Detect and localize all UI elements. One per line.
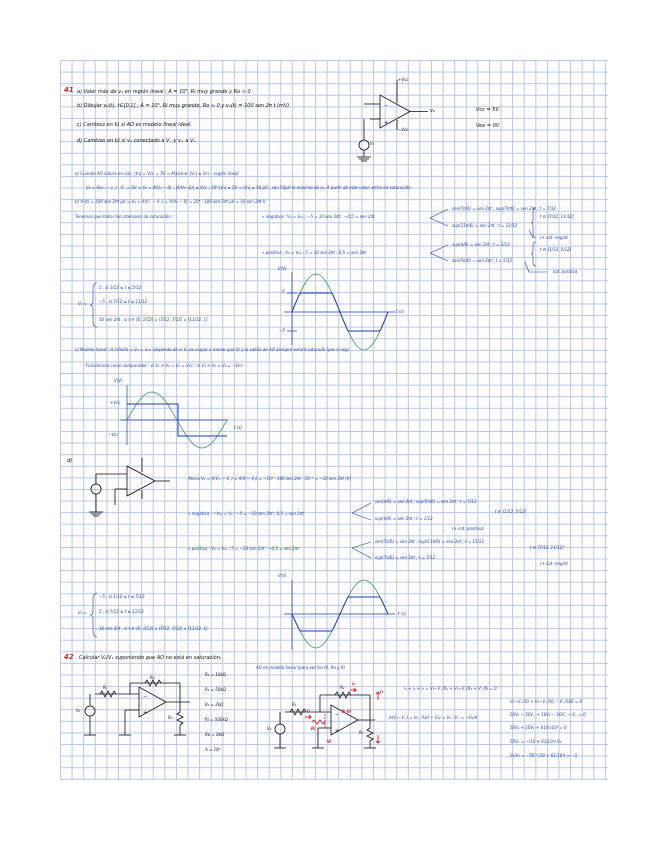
solution-a-line2: V₀ = A(v₊ − v₋) , V₋ = 0V ⇒ V₀ = A(V₁ − 0) ; |A(V₁−0)| ≤ Vcc ; 10⁵·|V₁| ≤ 5V ⇒ |V₁| ≤ 50 μV , con 50μV el máximo de v₁. A partir de este valor, entra en saturación. bbox=[86, 185, 412, 190]
p42-eq4: 50V₁ − 50V₋ + 10V₀ − 10V₋ − V₋ = 0 bbox=[510, 712, 586, 717]
solution-b-pos-r1: sup(π/6) = sen 2πt ; t = 1/12 bbox=[452, 242, 510, 247]
p42-v1-label: V₁ bbox=[76, 708, 81, 713]
p42-model-title: AO en modelo lineal (para ver los Ri, Ro y A) bbox=[256, 665, 346, 670]
p42m-r2-label: R₂ bbox=[340, 685, 345, 690]
p42-r1-label: R₁ bbox=[103, 685, 108, 690]
solution-d-pw1: −5 , si 1/12 ≤ t ≤ 5/12 bbox=[99, 594, 145, 599]
solution-c-line2: Funcionaría como comparador : si V₁ > V₀ ⇒ V₀ = Vcc ; si V₁ < V₀ ⇒ V₀ = −Vcc bbox=[86, 363, 243, 368]
p42m-ri-label: Ri bbox=[311, 726, 316, 731]
solution-b-pw3: 10 sen 2πt , si t ∈ [0, 1/12] ∪ [5/12, 7/12] ∪ [11/12, 1] bbox=[99, 317, 208, 322]
svg-text:+: + bbox=[143, 710, 148, 716]
graph-c-vee: −Vcc bbox=[108, 432, 119, 437]
svg-text:−: − bbox=[335, 712, 340, 718]
p42-eq6: 50V₁ = −(10 + 61/10⁴) V₀ bbox=[510, 739, 562, 744]
p42-value-0: R₁ = 10kΩ bbox=[205, 672, 226, 677]
solution-b-line2: Tenemos que hallar los intervalos de saturación : bbox=[75, 214, 174, 219]
svg-text:−: − bbox=[143, 694, 148, 700]
p42-eq3: V₁−V₋/10 + V₀−V₋/50 − V₋/500 = 0 bbox=[510, 699, 583, 704]
solution-d-neg-interval: t ∈ [1/12, 5/12] bbox=[495, 509, 527, 514]
solution-d-pw3: 10 sen 2πt , si t ∈ [0, 1/12] ∪ [5/12, 7/12] ∪ [11/12, 1] bbox=[99, 626, 208, 631]
solution-b-neg-interval: t ∈ [7/12, 11/12] bbox=[540, 214, 574, 219]
graph-b-tick-pos: 5 bbox=[282, 289, 285, 294]
solution-d-label: d) bbox=[67, 458, 73, 464]
problem-41-d: d) Cambios en b) si v₁ conectado a V₋ y v₊ a V₊ bbox=[77, 138, 197, 144]
p42-r3-label: R₃ bbox=[168, 715, 173, 720]
p42-value-4: Ro = 0kΩ bbox=[205, 732, 225, 737]
solution-b-pw2: −5 , si 7/12 ≤ t ≤ 11/12 bbox=[99, 299, 148, 304]
problem-41-a: a) Valor máx de v₁ en región lineal : A = 10⁵, Ri muy grande y Ro ≈ 0 bbox=[77, 89, 251, 95]
graph-c-vcc: +Vcc bbox=[110, 400, 121, 405]
solution-d-pos-r1: sen(7π/6) = sen 2πt ; sup(11π/6) = sen 2πt ; t = 11/12 bbox=[375, 539, 485, 544]
solution-b-neg-label: » negativa : V₀ = V₀ₛ ; −5 = 10 sen 2πt ; −0,5 = sen 2πt bbox=[262, 214, 375, 219]
solution-b-neg-r1: sen(7π/6) = sen 2πt ; sup(7π/6) = sen 2πt ; t = 7/12 bbox=[452, 206, 556, 211]
p42m-vi-label: Vi bbox=[327, 739, 332, 744]
solution-d-neg-r1: sen(π/6) = sen 2πt ; sup(5π/6) = sen 2πt ; t = 5/12 bbox=[375, 499, 477, 504]
vee-value: Vee = 0V bbox=[476, 123, 500, 129]
graph-c-y-label: V(V) bbox=[114, 378, 123, 383]
svg-text:−: − bbox=[384, 103, 389, 109]
solution-d-pos-note: (+ sat. negat) bbox=[540, 561, 568, 566]
graph-d-x-label: t (s) bbox=[398, 611, 407, 616]
problem-41-b: b) Dibujar v₀(t), t∈[0,1] ; A = 10⁵, Ri muy grande, Ro ≈ 0 y v₁(t) = 100 sen 2π t (mV) bbox=[77, 103, 290, 109]
vcc-label: +Vcc bbox=[398, 77, 409, 82]
solution-d-pos-interval: t ∈ [7/12, 11/12] bbox=[530, 545, 564, 550]
solution-b-pos-r2: sen(5π/6) = sen 2πt ; t = 5/12 bbox=[452, 258, 513, 263]
solution-b-pw1: 5 , si 1/12 ≤ t ≤ 5/12 bbox=[99, 285, 142, 290]
p42m-r3-label: R₃ bbox=[359, 730, 364, 735]
solution-b-neg-r2: sup(11π/6) = sen 2πt ; t = 11/12 bbox=[452, 223, 518, 228]
graph-b-y-label: V(V) bbox=[278, 266, 287, 271]
problem-42-number: 42 bbox=[64, 653, 74, 661]
solution-b-line1: b) V₁(t) = 100 sen 2πt μV ⇒ V₀ = A(V₊ − V₋) = A(V₀ − 0) = 10⁵ · 100 sen 2πt μV = 10 sen 2πt V bbox=[75, 199, 266, 204]
svg-text:+: + bbox=[335, 728, 340, 734]
solution-d-pw-lhs: V₀ = bbox=[78, 610, 87, 615]
problem-41-c: c) Cambios en b) si AO es modelo lineal ideal. bbox=[77, 122, 192, 128]
solution-d-pos-label: » positiva : V₀ = V₀ₛ ; 5 = −10 sen 2πt ; −0,5 = sen 2πt bbox=[188, 546, 299, 551]
p42m-i2-label: i₂ bbox=[352, 681, 356, 686]
p42-eq5: 50V₁ + 10V₀ + 61V₀/10⁴ = 0 bbox=[510, 725, 567, 730]
p42m-model-label: A·Vi bbox=[342, 709, 352, 714]
solution-d-neg-note: (+ sat. positiva) bbox=[452, 526, 485, 531]
problem-41-number: 41 bbox=[64, 86, 74, 94]
p42m-r1-label: R₁ bbox=[292, 702, 297, 707]
vo-label: v₀ bbox=[430, 108, 435, 114]
p42-value-5: A = 10⁴ bbox=[205, 747, 221, 752]
solution-b-pw-lhs: V₀ = bbox=[78, 301, 87, 306]
problem-42-statement: Calcular V₀/V₁ suponiendo que AO no está en saturación. bbox=[79, 655, 222, 661]
solution-a-line1: a) Cuando AO satura en sat.; |V₀| = Vcc = 5V ⇒ Máximo: |V₀| ≤ Vcc : región lineal bbox=[75, 171, 239, 176]
graph-c-x-label: t (s) bbox=[234, 425, 243, 430]
graph-b-x-label: t (s) bbox=[396, 309, 405, 314]
p42-r2-label: R₂ bbox=[150, 675, 155, 680]
graph-d-y-label: V(V) bbox=[278, 573, 287, 578]
p42-value-3: Ri = 500kΩ bbox=[205, 717, 228, 722]
vee-label: −Vcc bbox=[398, 127, 409, 132]
p42m-v1-label: V₁ bbox=[267, 726, 272, 731]
p42-result: V₀/V₁ = −50 / (10 + 61/10⁴) ≈ −5 bbox=[510, 753, 578, 758]
vcc-value: Vcc = 5V bbox=[476, 107, 499, 113]
solution-d-neg-r2: sup(π/6) = sen 2πt ; t = 1/12 bbox=[375, 516, 433, 521]
p42-eq1: i₁ + i₂ + i₃ = V₁−V₋/R₁ + V₀−V₋/R₂ + V₋/Ri = 0 bbox=[404, 686, 497, 691]
solution-c-line1: c) Modelo lineal : A infinita ⇒ V₀ = ±∞ (depende de si V₁ es mayor o menor que 0) y la salida de AO siempre estará saturada (pos ó neg) bbox=[75, 347, 350, 352]
p42-eq2: A(V₊−V₋) = V₀ ; A(0 − V₁) = V₀ ; V₋ = −V₀/A bbox=[389, 715, 478, 720]
solution-b-neg-note: (+ sat. negat) bbox=[540, 235, 568, 240]
solution-b-pos-label: » positiva : V₀ = V₀ₛ ; 5 = 10 sen 2πt ; 0,5 = sen 2πt bbox=[262, 250, 366, 255]
v1-label: V₁ bbox=[370, 141, 375, 146]
p42m-i3-label: i₃ bbox=[380, 689, 384, 694]
solution-b-pos-interval: t ∈ [1/12, 5/12] bbox=[540, 247, 572, 252]
solution-b-pos-note: sat. positiva bbox=[553, 269, 578, 274]
solution-d-line1: Ahora V₀ = A(V₊ − V₋) = A(0 − V₁) = −10⁵ · 100 sen 2πt · 10⁻⁶ = −10 sen 2πt (V) bbox=[188, 476, 352, 481]
svg-text:+: + bbox=[384, 120, 389, 126]
p42m-i1-label: i₁ bbox=[307, 708, 311, 713]
p42-value-1: R₂ = 50kΩ bbox=[205, 687, 226, 692]
solution-d-pos-r2: sup(7π/6) = sen 2πt ; t = 7/12 bbox=[375, 555, 436, 560]
graph-b-tick-neg: −5 bbox=[279, 328, 285, 333]
solution-d-neg-label: » negativa : −V₀ₛ = V₀ ; −5 = −10 sen 2πt ; 0,5 = sen 2πt bbox=[188, 511, 304, 516]
p42-value-2: R₃ = 2kΩ bbox=[205, 702, 224, 707]
solution-d-pw2: 5 , si 7/12 ≤ t ≤ 11/12 bbox=[99, 609, 144, 614]
